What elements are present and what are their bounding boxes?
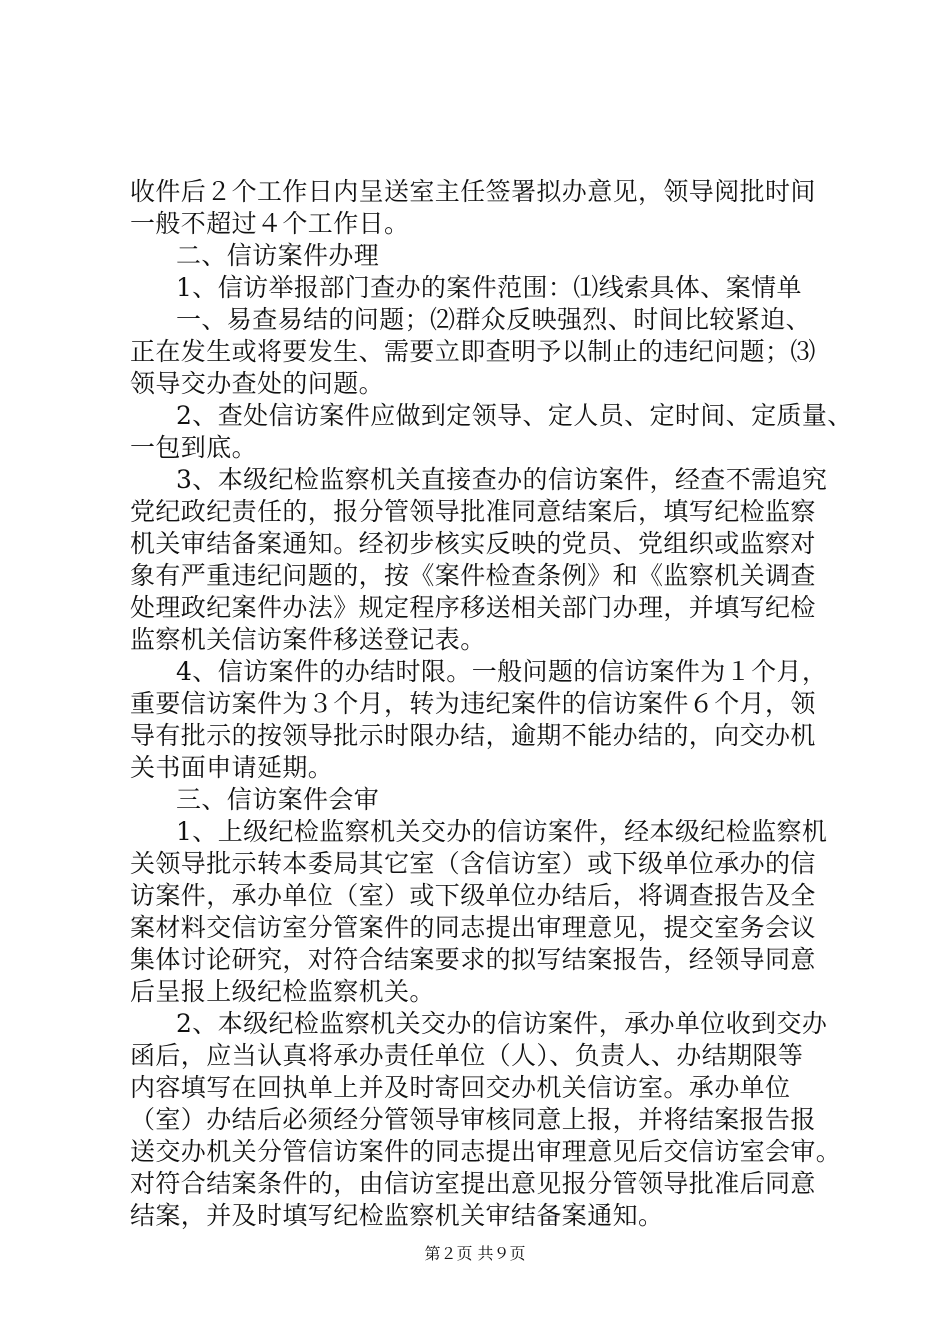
- text-line: 一包到底。: [130, 433, 258, 462]
- text-line: 对符合结案条件的，由信访室提出意见报分管领导批准后同意: [130, 1169, 816, 1198]
- page-number-footer: 第２页 共９页: [424, 1244, 526, 1263]
- text-line: 2、查处信访案件应做到定领导、定人员、定时间、定质量、: [176, 401, 853, 430]
- text-line: 正在发生或将要发生、需要立即查明予以制止的违纪问题；⑶: [130, 337, 816, 366]
- text-line: 2、本级纪检监察机关交办的信访案件，承办单位收到交办: [176, 1009, 828, 1038]
- text-line: 案材料交信访室分管案件的同志提出审理意见，提交室务会议: [130, 913, 816, 942]
- text-line: 一般不超过４个工作日。: [130, 209, 410, 238]
- text-line: 函后，应当认真将承办责任单位（人）、负责人、办结期限等: [130, 1041, 804, 1070]
- text-line: 收件后２个工作日内呈送室主任签署拟办意见，领导阅批时间: [130, 177, 816, 206]
- text-line: （室）办结后必须经分管领导审核同意上报，并将结案报告报: [130, 1105, 816, 1134]
- text-line: 一、易查易结的问题；⑵群众反映强烈、时间比较紧迫、: [176, 305, 812, 334]
- text-line: 党纪政纪责任的，报分管领导批准同意结案后，填写纪检监察: [130, 497, 816, 526]
- text-line: 象有严重违纪问题的，按《案件检查条例》和《监察机关调查: [130, 561, 816, 590]
- text-line: 4、信访案件的办结时限。一般问题的信访案件为１个月，: [176, 657, 828, 686]
- text-line: 关书面申请延期。: [130, 753, 334, 782]
- text-line: 关领导批示转本委局其它室（含信访室）或下级单位承办的信: [130, 849, 816, 878]
- text-line: 领导交办查处的问题。: [130, 369, 385, 398]
- section-heading: 二、信访案件办理: [176, 241, 380, 270]
- text-line: 送交办机关分管信访案件的同志提出审理意见后交信访室会审。: [130, 1137, 842, 1166]
- text-line: 重要信访案件为３个月，转为违纪案件的信访案件６个月，领: [130, 689, 816, 718]
- text-line: 处理政纪案件办法》规定程序移送相关部门办理，并填写纪检: [130, 593, 816, 622]
- section-heading: 三、信访案件会审: [176, 785, 380, 814]
- text-line: 监察机关信访案件移送登记表。: [130, 625, 486, 654]
- text-line: 1、信访举报部门查办的案件范围：⑴线索具体、案情单: [176, 273, 802, 302]
- text-line: 集体讨论研究，对符合结案要求的拟写结案报告，经领导同意: [130, 945, 816, 974]
- text-line: 3、本级纪检监察机关直接查办的信访案件，经查不需追究: [176, 465, 828, 494]
- text-line: 结案，并及时填写纪检监察机关审结备案通知。: [130, 1201, 664, 1230]
- text-line: 导有批示的按领导批示时限办结，逾期不能办结的，向交办机: [130, 721, 816, 750]
- text-line: 后呈报上级纪检监察机关。: [130, 977, 435, 1006]
- text-line: 机关审结备案通知。经初步核实反映的党员、党组织或监察对: [130, 529, 816, 558]
- text-line: 访案件，承办单位（室）或下级单位办结后，将调查报告及全: [130, 881, 816, 910]
- text-line: 1、上级纪检监察机关交办的信访案件，经本级纪检监察机: [176, 817, 828, 846]
- text-line: 内容填写在回执单上并及时寄回交办机关信访室。承办单位: [130, 1073, 791, 1102]
